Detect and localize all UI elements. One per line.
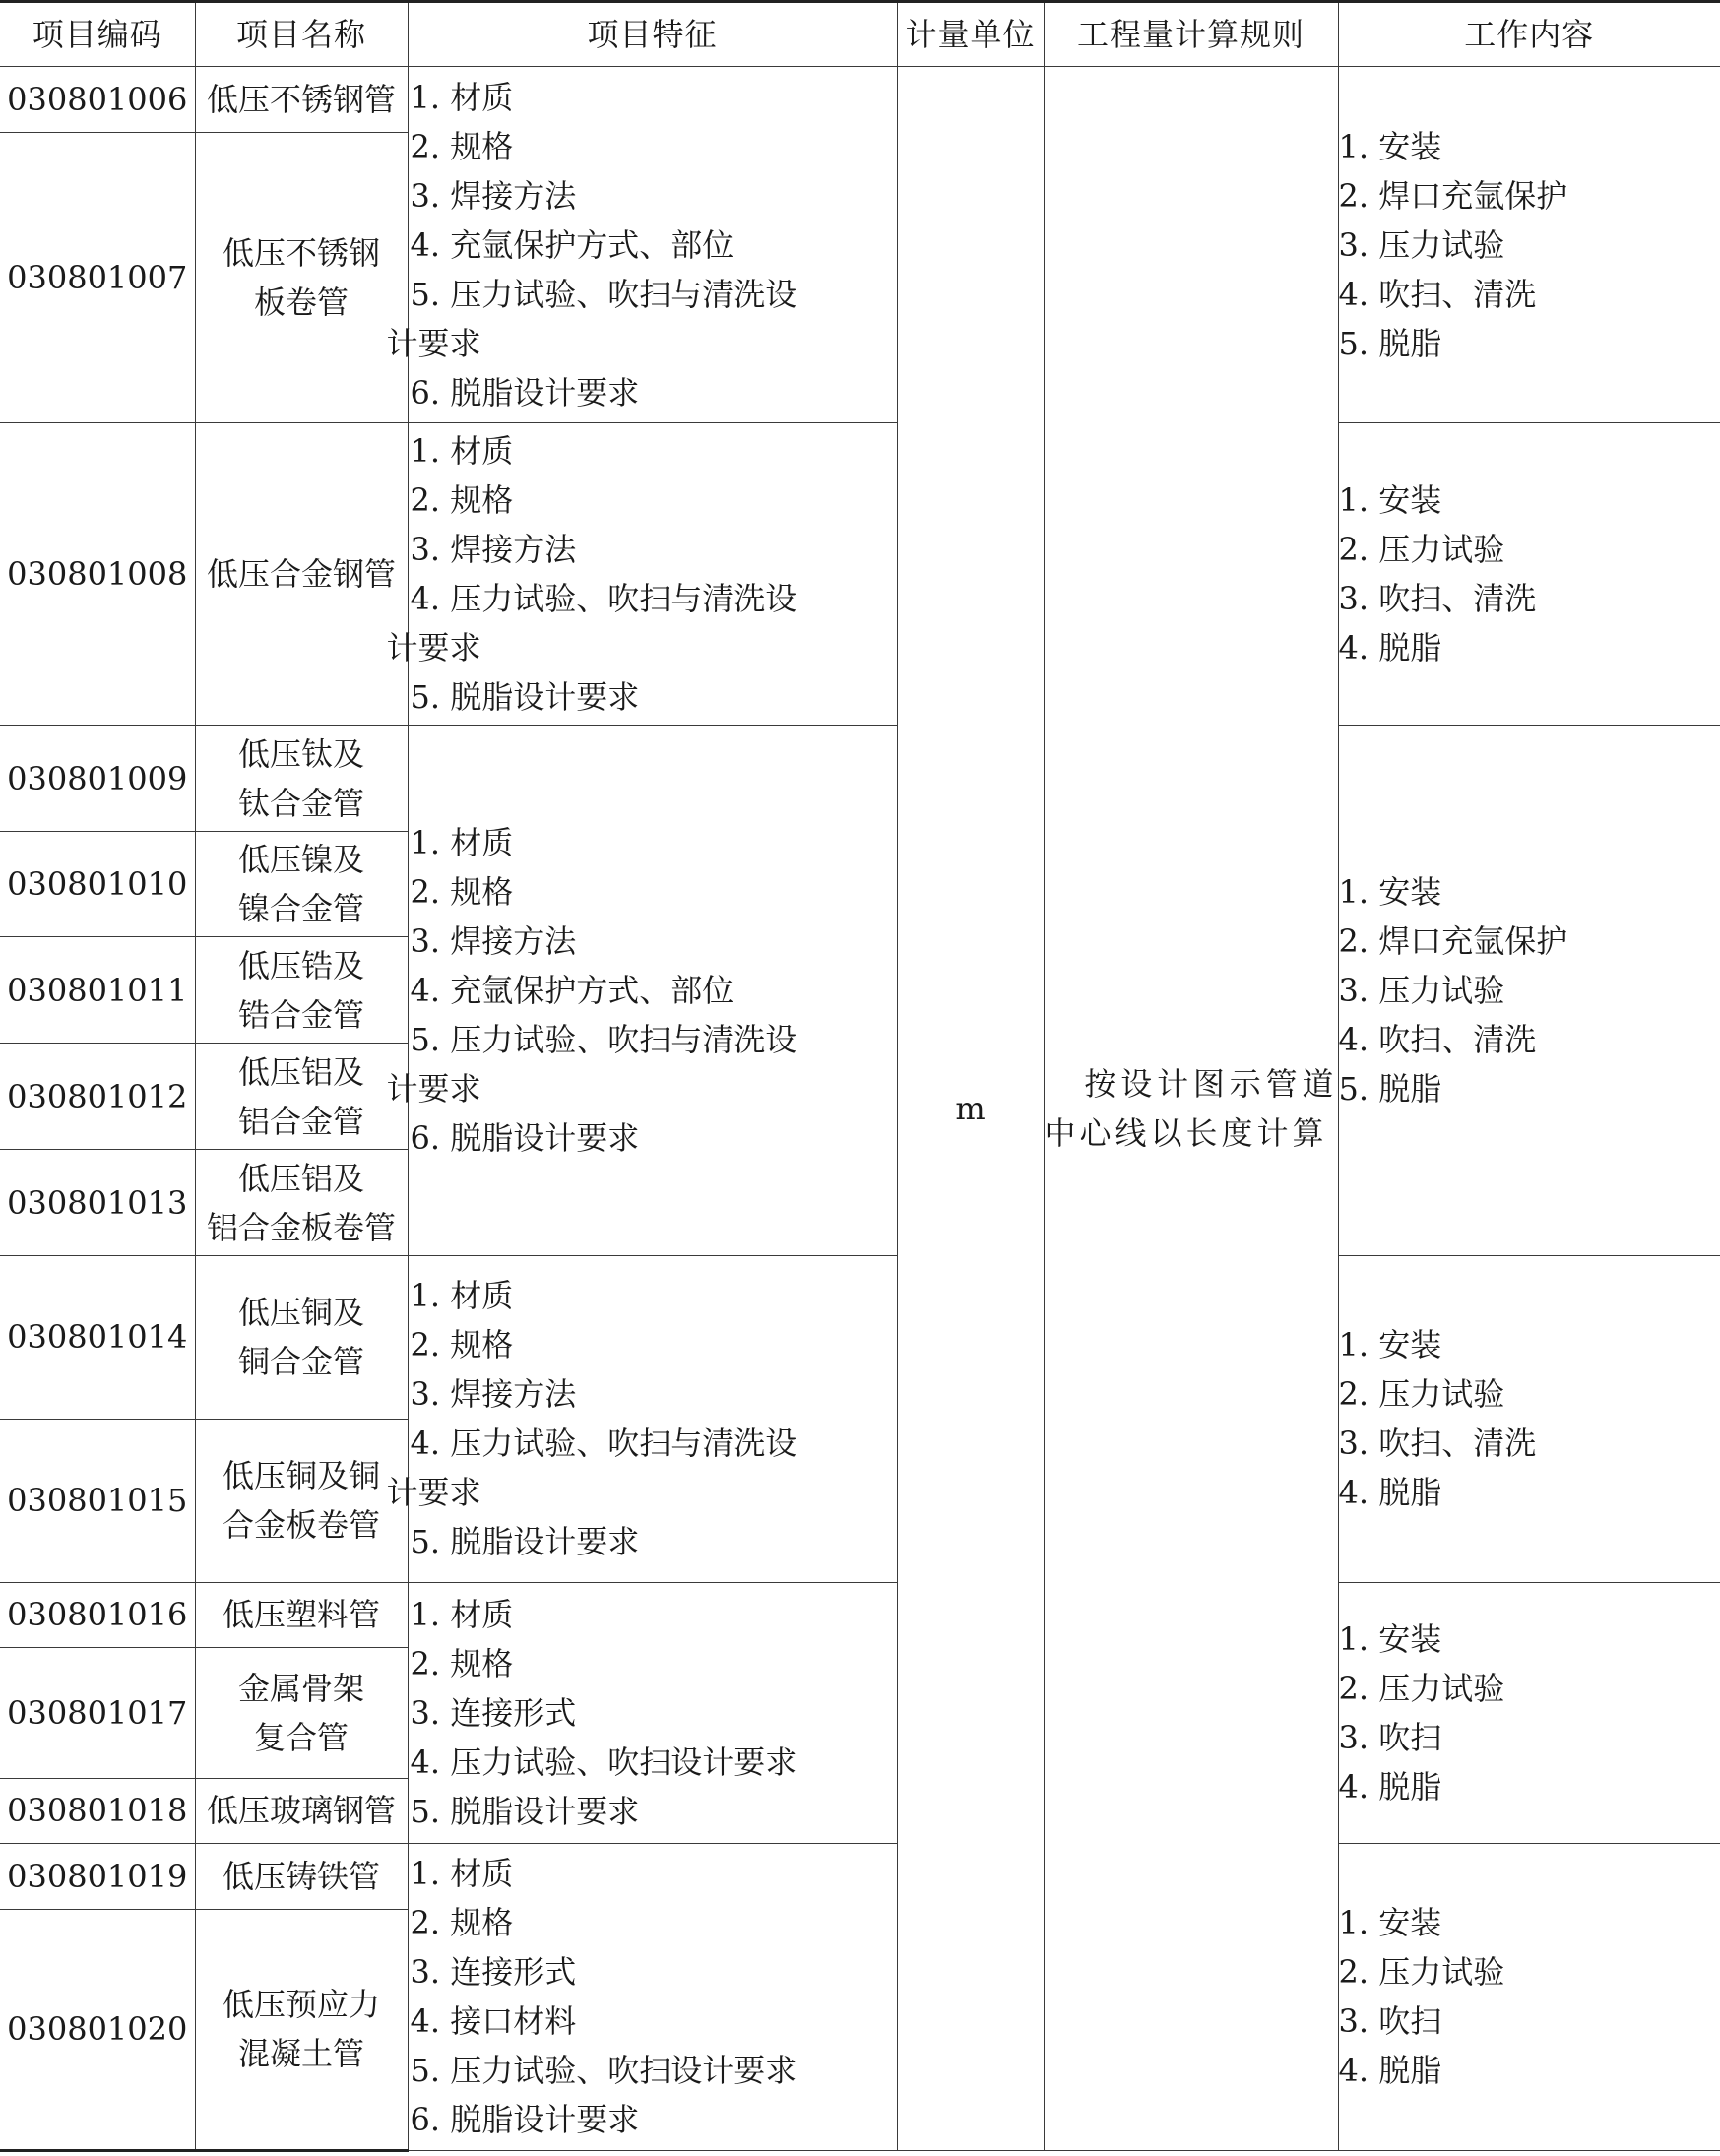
name-line: 金属骨架 <box>237 1669 364 1707</box>
feature-line: 5. 脱脂设计要求 <box>410 678 640 717</box>
item-name <box>195 832 408 937</box>
table-row <box>0 67 1720 133</box>
feature-line: 2. 规格 <box>410 872 514 911</box>
work-line: 2. 焊口充氩保护 <box>1338 176 1568 215</box>
work-line: 1. 安装 <box>1338 1619 1442 1658</box>
feature-line: 计要求 <box>386 1474 481 1512</box>
item-work <box>1338 1255 1720 1582</box>
work-line: 4. 脱脂 <box>1338 2052 1442 2090</box>
item-code: 030801018 <box>0 1778 195 1843</box>
rule-text: 按设计图示管道中心线以长度计算 <box>1044 1065 1338 1152</box>
table-row <box>0 423 1720 726</box>
work-line: 5. 脱脂 <box>1338 324 1442 362</box>
feature-line: 4. 压力试验、吹扫设计要求 <box>410 1743 797 1781</box>
item-code: 030801015 <box>0 1419 195 1582</box>
work-line: 5. 脱脂 <box>1338 1069 1442 1108</box>
work-line: 2. 压力试验 <box>1338 1375 1505 1414</box>
name-line: 板卷管 <box>253 284 349 322</box>
feature-line: 3. 焊接方法 <box>410 531 577 569</box>
item-work <box>1338 726 1720 1255</box>
item-name <box>195 726 408 832</box>
item-code: 030801008 <box>0 423 195 726</box>
work-line: 1. 安装 <box>1338 127 1442 165</box>
work-line: 3. 吹扫、清洗 <box>1338 1425 1537 1463</box>
work-line: 2. 压力试验 <box>1338 531 1505 569</box>
item-code: 030801020 <box>0 1909 195 2150</box>
feature-line: 3. 焊接方法 <box>410 176 577 215</box>
feature-line: 5. 脱脂设计要求 <box>410 1523 640 1561</box>
feature-line: 2. 规格 <box>410 127 514 165</box>
name-line: 混凝土管 <box>237 2035 364 2073</box>
name-line: 低压钛及 <box>237 734 364 773</box>
header-name: 项目名称 <box>195 2 408 67</box>
feature-line: 2. 规格 <box>410 1326 514 1364</box>
feature-line: 3. 连接形式 <box>410 1693 577 1732</box>
feature-line: 1. 材质 <box>410 1277 514 1315</box>
name-line: 低压铜及 <box>237 1294 364 1332</box>
feature-line: 计要求 <box>386 629 481 667</box>
feature-line: 3. 连接形式 <box>410 1953 577 1992</box>
unit-cell: m <box>897 67 1044 2151</box>
work-line: 4. 脱脂 <box>1338 1767 1442 1806</box>
work-line: 1. 安装 <box>1338 1904 1442 1942</box>
feature-line: 5. 压力试验、吹扫与清洗设 <box>410 1020 797 1058</box>
name-line: 低压锆及 <box>237 946 364 984</box>
rule-cell <box>1044 67 1338 2151</box>
feature-line: 5. 脱脂设计要求 <box>410 1792 640 1830</box>
name-line: 复合管 <box>253 1718 349 1756</box>
item-code: 030801006 <box>0 67 195 133</box>
item-features <box>386 67 897 423</box>
item-features <box>408 1843 897 2150</box>
item-features <box>386 423 897 726</box>
header-code: 项目编码 <box>0 2 195 67</box>
name-line: 钛合金管 <box>237 784 364 822</box>
name-line: 低压铝及 <box>237 1159 364 1197</box>
table-row <box>0 1582 1720 1647</box>
item-code: 030801019 <box>0 1843 195 1909</box>
table-row <box>0 1255 1720 1419</box>
item-name <box>195 1150 408 1255</box>
feature-line: 计要求 <box>386 1069 481 1108</box>
work-line: 3. 压力试验 <box>1338 971 1505 1009</box>
feature-line: 3. 焊接方法 <box>410 921 577 960</box>
item-name <box>195 1419 408 1582</box>
name-line: 低压预应力 <box>222 1986 380 2024</box>
item-name <box>195 1255 408 1419</box>
feature-line: 4. 充氩保护方式、部位 <box>410 225 734 264</box>
name-line: 低压铜及铜 <box>222 1457 380 1495</box>
item-name <box>195 1582 408 1647</box>
name-line: 镍合金管 <box>237 890 364 928</box>
item-name <box>195 1647 408 1778</box>
feature-line: 1. 材质 <box>410 432 514 471</box>
feature-line: 2. 规格 <box>410 1644 514 1682</box>
name-line: 低压合金钢管 <box>206 555 396 594</box>
item-code: 030801007 <box>0 133 195 423</box>
item-code: 030801013 <box>0 1150 195 1255</box>
work-line: 2. 焊口充氩保护 <box>1338 921 1568 960</box>
work-line: 3. 吹扫、清洗 <box>1338 580 1537 618</box>
header-row <box>0 2 1720 67</box>
feature-line: 2. 规格 <box>410 1904 514 1942</box>
feature-line: 3. 焊接方法 <box>410 1375 577 1414</box>
name-line: 低压不锈钢管 <box>206 81 396 119</box>
item-code: 030801012 <box>0 1044 195 1150</box>
name-line: 低压铸铁管 <box>222 1857 380 1895</box>
item-name <box>195 133 408 423</box>
feature-line: 6. 脱脂设计要求 <box>410 1118 640 1157</box>
item-features <box>386 1255 897 1582</box>
item-name <box>195 1909 408 2150</box>
item-name <box>195 67 408 133</box>
feature-line: 1. 材质 <box>410 1855 514 1893</box>
item-features <box>386 726 897 1255</box>
feature-line: 4. 充氩保护方式、部位 <box>410 971 734 1009</box>
feature-line: 6. 脱脂设计要求 <box>410 2101 640 2139</box>
name-line: 铜合金管 <box>237 1343 364 1381</box>
name-line: 低压铝及 <box>237 1052 364 1091</box>
feature-line: 1. 材质 <box>410 1595 514 1633</box>
work-line: 1. 安装 <box>1338 1326 1442 1364</box>
work-line: 4. 吹扫、清洗 <box>1338 1020 1537 1058</box>
work-line: 3. 压力试验 <box>1338 225 1505 264</box>
item-name <box>195 937 408 1044</box>
name-line: 铝合金板卷管 <box>206 1208 396 1246</box>
feature-line: 4. 压力试验、吹扫与清洗设 <box>410 1425 797 1463</box>
work-line: 4. 吹扫、清洗 <box>1338 275 1537 313</box>
header-rule: 工程量计算规则 <box>1044 2 1338 67</box>
feature-line: 4. 压力试验、吹扫与清洗设 <box>410 580 797 618</box>
item-name <box>195 423 408 726</box>
name-line: 锆合金管 <box>237 995 364 1034</box>
item-work <box>1338 1843 1720 2150</box>
name-line: 低压不锈钢 <box>222 234 380 273</box>
work-line: 4. 脱脂 <box>1338 629 1442 667</box>
feature-line: 2. 规格 <box>410 481 514 520</box>
feature-line: 6. 脱脂设计要求 <box>410 373 640 412</box>
feature-line: 5. 压力试验、吹扫设计要求 <box>410 2052 797 2090</box>
item-work <box>1338 67 1720 423</box>
name-line: 合金板卷管 <box>222 1506 380 1545</box>
feature-line: 计要求 <box>386 324 481 362</box>
item-name <box>195 1044 408 1150</box>
name-line: 低压玻璃钢管 <box>206 1792 396 1830</box>
feature-line: 1. 材质 <box>410 823 514 861</box>
name-line: 低压塑料管 <box>222 1596 380 1634</box>
work-line: 1. 安装 <box>1338 872 1442 911</box>
item-code: 030801011 <box>0 937 195 1044</box>
item-work <box>1338 423 1720 726</box>
name-line: 铝合金管 <box>237 1102 364 1140</box>
item-name <box>195 1843 408 1909</box>
work-line: 1. 安装 <box>1338 481 1442 520</box>
work-line: 2. 压力试验 <box>1338 1669 1505 1707</box>
work-line: 2. 压力试验 <box>1338 1953 1505 1992</box>
item-code: 030801009 <box>0 726 195 832</box>
table-row <box>0 726 1720 832</box>
feature-line: 1. 材质 <box>410 78 514 116</box>
header-features: 项目特征 <box>408 2 897 67</box>
item-work <box>1338 1582 1720 1843</box>
work-line: 3. 吹扫 <box>1338 2002 1442 2041</box>
item-name <box>195 1778 408 1843</box>
item-code: 030801017 <box>0 1647 195 1778</box>
item-features <box>408 1582 897 1843</box>
work-line: 3. 吹扫 <box>1338 1718 1442 1756</box>
work-line: 4. 脱脂 <box>1338 1474 1442 1512</box>
header-unit: 计量单位 <box>897 2 1044 67</box>
feature-line: 5. 压力试验、吹扫与清洗设 <box>410 275 797 313</box>
item-code: 030801014 <box>0 1255 195 1419</box>
feature-line: 4. 接口材料 <box>410 2002 577 2041</box>
name-line: 低压镍及 <box>237 841 364 879</box>
table-row <box>0 1843 1720 1909</box>
item-code: 030801016 <box>0 1582 195 1647</box>
header-work: 工作内容 <box>1338 2 1720 67</box>
item-code: 030801010 <box>0 832 195 937</box>
